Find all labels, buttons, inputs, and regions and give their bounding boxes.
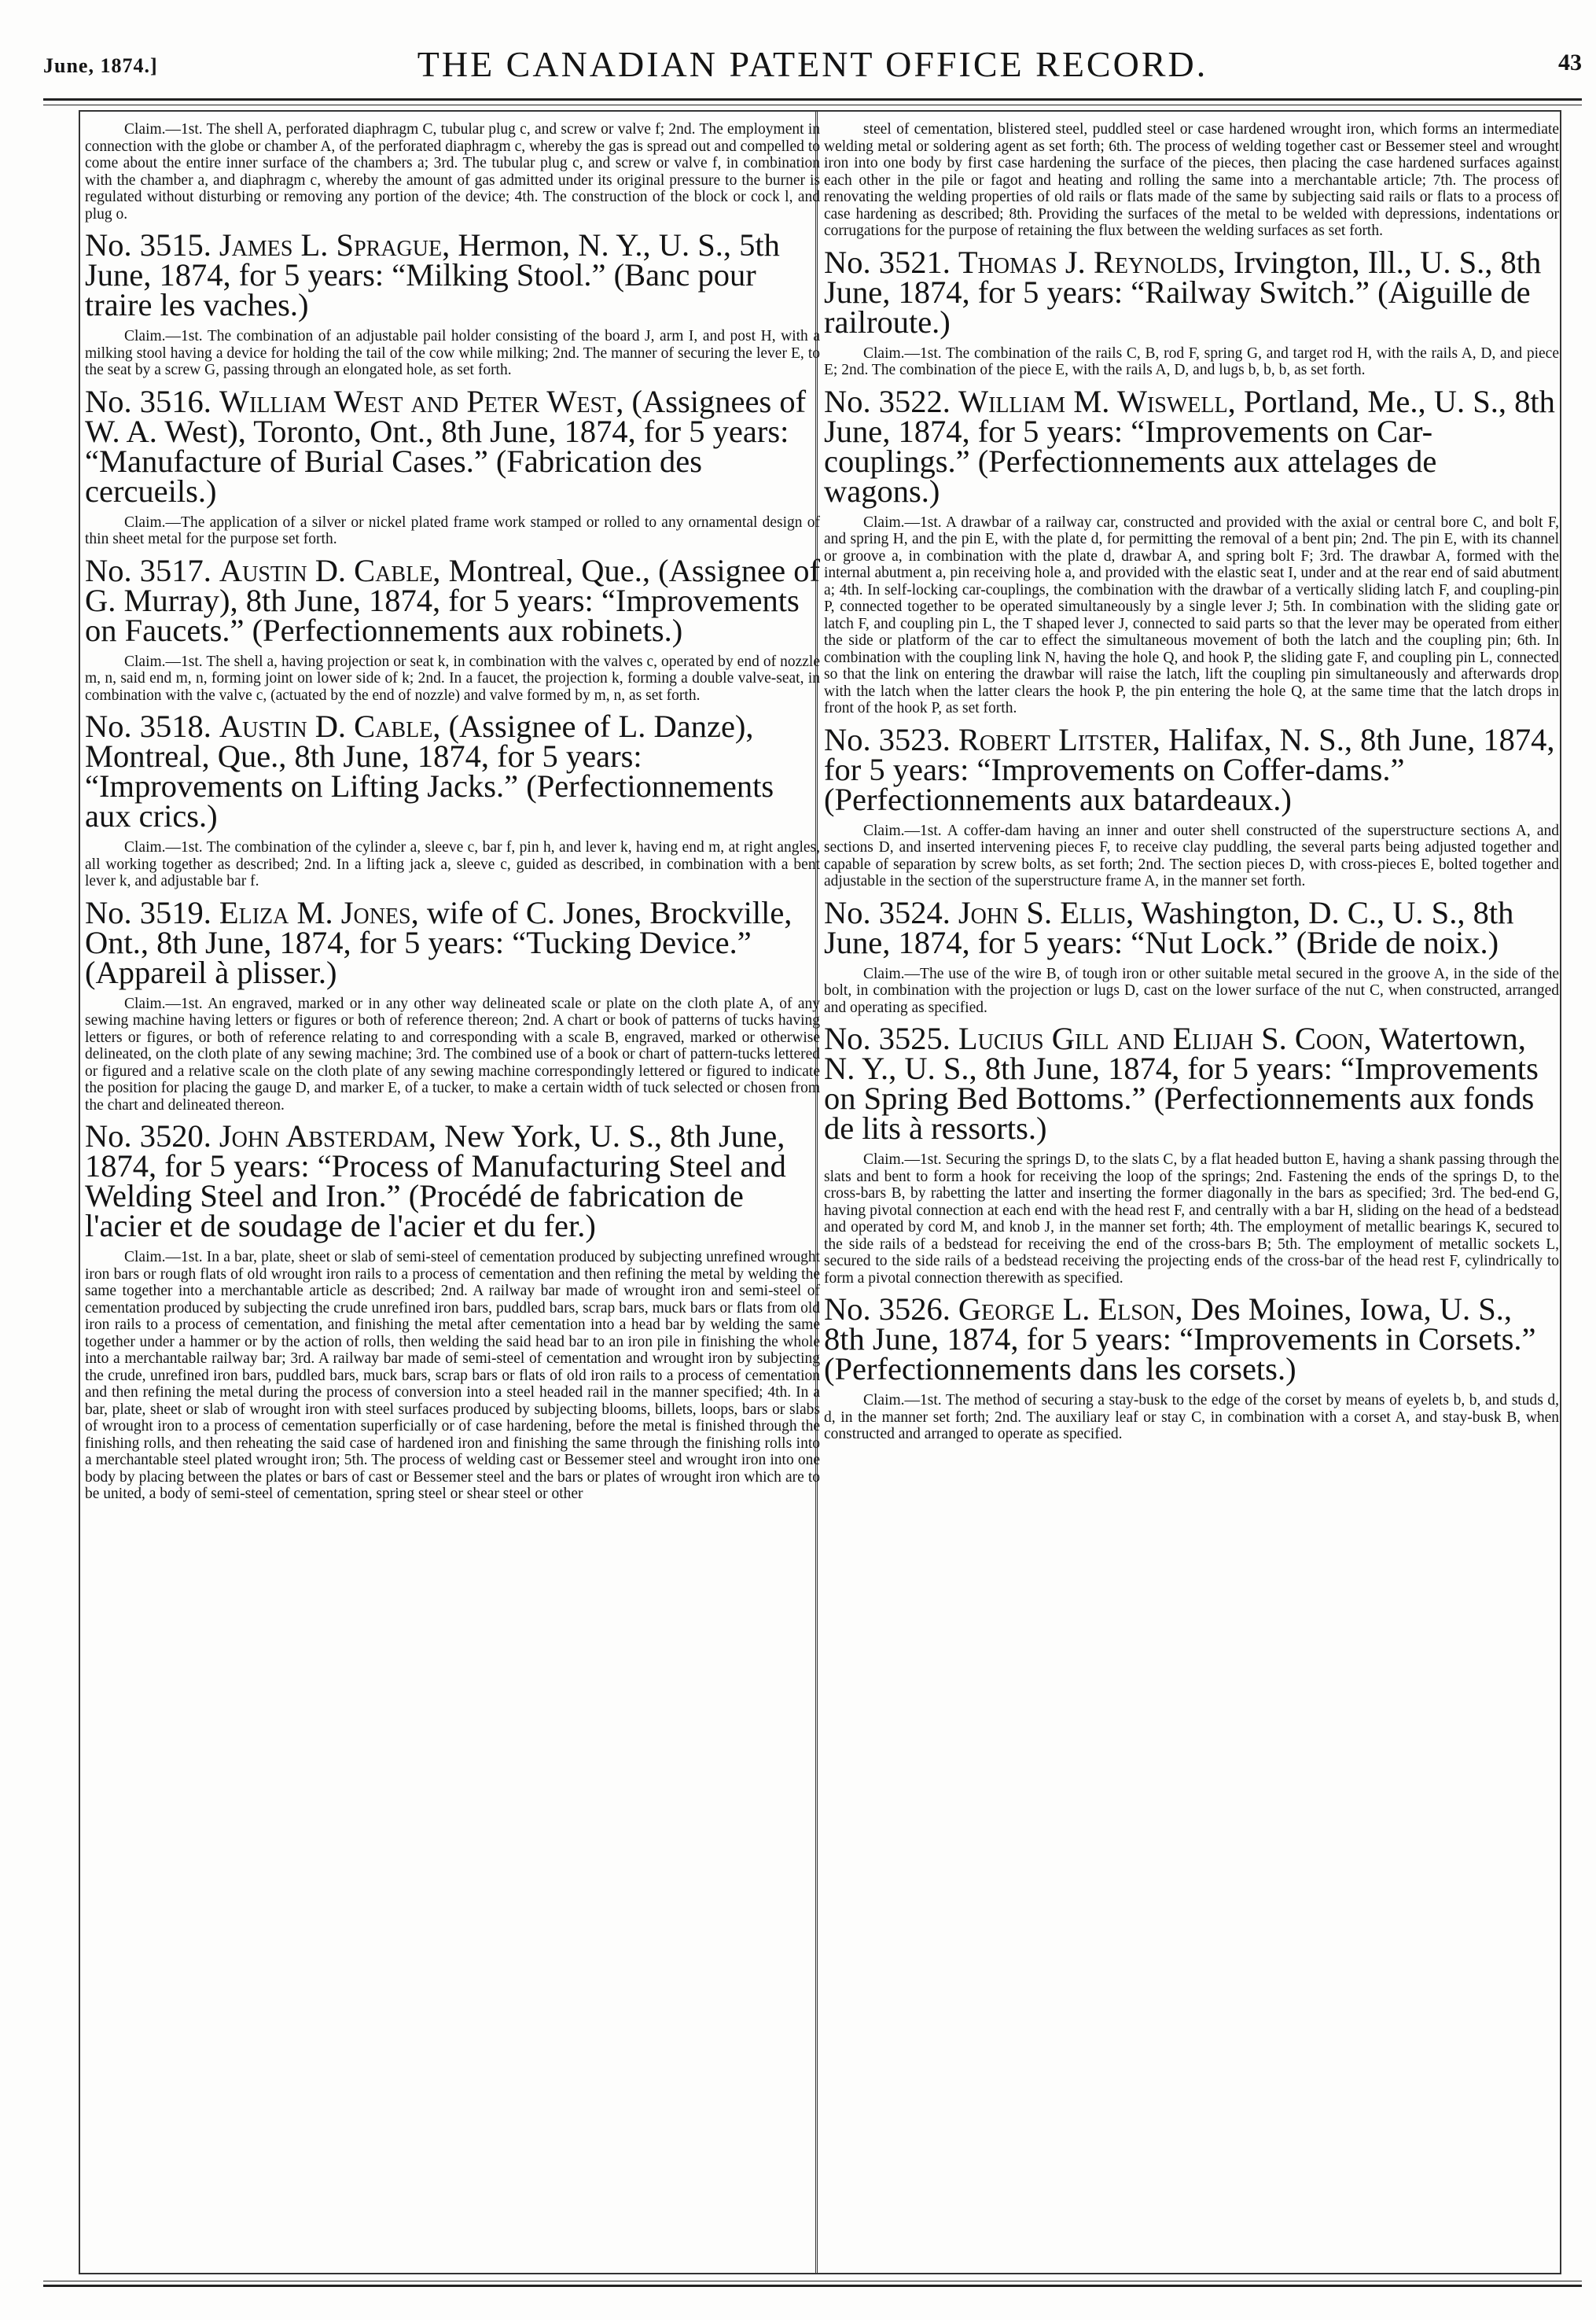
patent-number: No. 3516.	[85, 383, 211, 419]
patent-entry-heading	[85, 709, 820, 834]
patent-entry-heading	[824, 1291, 1559, 1386]
patent-claim: Claim.—1st. The shell a, having projection or seat k, in combination with the valves c, operated by end of nozzle m, n, said end m, n, forming joint on lower side of k; 2nd. In a faucet, the projection k, forming a double valve-seat, in combination with the valve c, (actuated by the end of nozzle) and valve formed by m, n, as set forth.	[85, 653, 820, 704]
patent-claim: Claim.—1st. The combination of the rails C, B, rod F, spring G, and target rod H, with the rails A, D, and piece E; 2nd. The combination of the piece E, with the rails A, D, and lugs b, b, b, as set forth.	[824, 344, 1559, 378]
patent-entry-heading	[824, 383, 1559, 509]
claim-continuation: steel of cementation, blistered steel, puddled steel or case hardened wrought iron, which forms an intermediate welding metal or soldering agent as set forth; 6th. The process of welding together cast or Bessemer steel and wrought iron into one body by first case hardening the surface of the pieces, then placing the case hardened surfaces against each other in the pile or fagot and heating and rolling the same into a merchantable article; 7th. The process of renovating the welding properties of old rails or flats made of the same by subjecting said rails or flats to a process of case hardening as described; 8th. Providing the surfaces of the metal to be welded with depressions, indentations or corrugations for the purpose of retaining the flux between the welding surfaces as set forth.	[824, 121, 1559, 239]
patent-details: Des Moines, Iowa, U. S., 8th June, 1874, for 5 years: “Improvements in Corsets.” (Perfectionnements dans les corsets.)	[824, 1291, 1536, 1386]
patent-number: No. 3515.	[85, 227, 211, 263]
patentee-name: Lucius Gill and Elijah S. Coon,	[958, 1021, 1372, 1056]
patent-details: Watertown, N. Y., U. S., 8th June, 1874, for 5 years: “Improvements on Spring Bed Bottoms.” (Perfectionnements aux fonds de lits à ressorts.)	[824, 1021, 1539, 1146]
patent-claim: Claim.—1st. In a bar, plate, sheet or slab of semi-steel of cementation produced by subjecting unrefined wrought iron bars or rough flats of old wrought iron rails to a process of cementation and then refining the metal by welding the same together into a merchantable article as described; 2nd. A railway bar made of wrought iron and semi-steel of cementation produced by subjecting the crude unrefined iron bars, puddled bars, scrap bars, muck bars or flats from old iron rails to a process of cementation, and finishing the metal after cementation into a head bar by welding the same together under a hammer or by the action of rolls, then welding the said head bar to an iron pile in finishing the whole into a merchantable railway bar; 3rd. A railway bar made of semi-steel of cementation and wrought iron by subjecting the crude, unrefined iron bars, puddled bars, muck bars, scrap bars or flats of old iron rails to a process of cementation and then refining the metal during the process of conversion into a steel headed rail in the manner specified; 4th. In a bar, plate, sheet or slab of wrought iron with steel surfaces produced by subjecting blooms, billets, loops, bars or slabs of wrought iron to a process of cementation superficially or of case hardening, before the metal is finished through the finishing rolls, and then reheating the said case of hardened iron and finishing the same through the finishing rolls into a merchantable steel plated wrought iron; 5th. The process of welding cast or Bessemer steel and wrought iron into one body by placing between the plates or bars of cast or Bessemer steel and the bars or plates of wrought iron which are to be united, a body of semi-steel of cementation, spring steel or shear steel or other	[85, 1249, 820, 1502]
patent-claim: Claim.—The application of a silver or nickel plated frame work stamped or rolled to any ornamental design of thin sheet metal for the purpose set forth.	[85, 514, 820, 547]
left-column	[85, 121, 820, 1508]
patent-entry-heading	[824, 1021, 1559, 1146]
patent-details: wife of C. Jones, Brockville, Ont., 8th June, 1874, for 5 years: “Tucking Device.” (Appareil à plisser.)	[85, 894, 792, 990]
patent-details: (Assignee of L. Danze), Montreal, Que., 8th June, 1874, for 5 years: “Improvements on Lifting Jacks.” (Perfectionnements aux crics.)	[85, 709, 774, 834]
patent-number: No. 3520.	[85, 1118, 211, 1154]
patent-number: No. 3522.	[824, 383, 951, 419]
patent-entry-heading	[85, 227, 820, 322]
patent-entry-heading	[85, 552, 820, 648]
patentee-name: Robert Litster,	[958, 721, 1160, 757]
patent-claim: Claim.—1st. A coffer-dam having an inner and outer shell constructed of the superstructure sections A, and sections D, and inserted intervening pieces F, to receive clay puddling, the several parts being adjusted together and capable of separation by screw bolts, as set forth; 2nd. The section pieces D, with cross-pieces E, bolted together and adjustable in the section of the superstructure frame A, in the manner set forth.	[824, 822, 1559, 889]
patent-details: Irvington, Ill., U. S., 8th June, 1874, for 5 years: “Railway Switch.” (Aiguille de railroute.)	[824, 244, 1542, 340]
patent-details: New York, U. S., 8th June, 1874, for 5 years: “Process of Manufacturing Steel and Welding Steel and Iron.” (Procédé de fabrication de l'acier et de soudage de l'acier et du fer.)	[85, 1118, 786, 1243]
patent-details: Halifax, N. S., 8th June, 1874, for 5 years: “Improvements on Coffer-dams.” (Perfectionnements aux batardeaux.)	[824, 721, 1555, 817]
patent-number: No. 3525.	[824, 1021, 951, 1056]
patent-number: No. 3519.	[85, 894, 211, 930]
patentee-name: John Absterdam,	[219, 1118, 437, 1154]
header-date: June, 1874.]	[43, 54, 158, 77]
patent-number: No. 3518.	[85, 709, 211, 744]
patent-number: No. 3526.	[824, 1291, 951, 1327]
patentee-name: Austin D. Cable,	[219, 552, 441, 588]
patent-details: (Assignees of W. A. West), Toronto, Ont., 8th June, 1874, for 5 years: “Manufacture of Burial Cases.” (Fabrication des cercueils.)	[85, 383, 807, 509]
patent-number: No. 3523.	[824, 721, 951, 757]
patent-entry-heading	[85, 894, 820, 990]
patent-entry-heading	[824, 721, 1559, 817]
patent-entry-heading	[824, 894, 1559, 960]
patent-details: Hermon, N. Y., U. S., 5th June, 1874, for 5 years: “Milking Stool.” (Banc pour traire les vaches.)	[85, 227, 780, 322]
patent-number: No. 3524.	[824, 894, 951, 930]
patent-number: No. 3517.	[85, 552, 211, 588]
patentee-name: William West and Peter West,	[219, 383, 624, 419]
patentee-name: George L. Elson,	[958, 1291, 1183, 1327]
footer-rule	[43, 2281, 1582, 2287]
patent-claim: Claim.—1st. The method of securing a stay-busk to the edge of the corset by means of eyelets b, b, and studs d, d, in the manner set forth; 2nd. The auxiliary leaf or stay C, in combination with a corset A, and stay-busk B, when constructed and arranged to operate as specified.	[824, 1392, 1559, 1442]
patent-claim: Claim.—1st. A drawbar of a railway car, constructed and provided with the axial or central bore C, and bolt F, and spring H, and the pin E, with the plate d, for permitting the removal of a bent pin; 2nd. The pin E, with its channel or groove a, in combination with the plate d, drawbar A, and spring bolt F; 3rd. The drawbar A, formed with the internal abutment a, pin receiving hole a, and provided with the elastic seat I, under and at the rear end of said abutment a; 4th. In self-locking car-couplings, the combination with the drawbar of a vertically sliding latch F, and coupling-pin P, connected together to be operated simultaneously by a single lever J; 5th. In combination with the sliding gate or latch F, and coupling pin L, the T shaped lever J, connected to said parts so that the lever may be operated from either the side or platform of the car to effect the simultaneous movement of both the latch and the coupling pin; 6th. In combination with the coupling link N, having the hole Q, and hook P, the sliding gate F, and coupling pin L, connected so that the link on entering the drawbar will raise the latch, lift the coupling pin simultaneously and afterwards drop with the latch when the latter clears the hook P, the pin entering the hole Q, at the same time that the latch drops in front of the hook P, as set forth.	[824, 514, 1559, 716]
patent-entry-heading	[85, 383, 820, 509]
patentee-name: Eliza M. Jones,	[219, 894, 419, 930]
patentee-name: Austin D. Cable,	[219, 709, 441, 744]
patent-details: Portland, Me., U. S., 8th June, 1874, for 5 years: “Improvements on Car-couplings.” (Perfectionnements aux attelages de wagons.)	[824, 383, 1555, 509]
patentee-name: Thomas J. Reynolds,	[958, 244, 1226, 280]
patentee-name: James L. Sprague,	[219, 227, 450, 263]
right-column	[824, 121, 1559, 1448]
claim-continuation: Claim.—1st. The shell A, perforated diaphragm C, tubular plug c, and screw or valve f; 2nd. The employment in connection with the globe or chamber A, of the perforated diaphragm c, whereby the gas is spread out and compelled to come about the entire inner surface of the chambers a; 3rd. The tubular plug c, and screw or valve f, in combination with the chamber a, and diaphragm c, whereby the amount of gas admitted under its original pressure to the burner is regulated without disturbing or removing any portion of the device; 4th. The construction of the block or cock l, and plug o.	[85, 121, 820, 223]
patent-claim: Claim.—1st. The combination of an adjustable pail holder consisting of the board J, arm I, and post H, with a milking stool having a device for holding the tail of the cow while milking; 2nd. The manner of securing the lever E, to the seat by a screw G, passing through an elongated hole, as set forth.	[85, 328, 820, 378]
page-number: 43	[1558, 50, 1582, 75]
patent-claim: Claim.—1st. An engraved, marked or in any other way delineated scale or plate on the cloth plate A, of any sewing machine having letters or figures or both of reference thereon; 2nd. A chart or book of patterns of tucks having letters or figures, or both of reference relating to and corresponding with a scale B, engraved, marked or otherwise delineated, on the cloth plate of any sewing machine; 3rd. The combined use of a book or chart of pattern-tucks lettered or figured and a relative scale on the cloth plate of any sewing machine correspondingly lettered or figured to indicate the position for placing the gauge D, and marker E, of a tucker, to make a certain width of tuck selected or chosen from the chart and delineated thereon.	[85, 995, 820, 1114]
patent-number: No. 3521.	[824, 244, 951, 280]
patentee-name: John S. Ellis,	[958, 894, 1134, 930]
patent-claim: Claim.—The use of the wire B, of tough iron or other suitable metal secured in the groove A, in the side of the bolt, in combination with the projection or lugs D, cast on the lower surface of the nut C, when constructed, arranged and operating as specified.	[824, 965, 1559, 1016]
patent-entry-heading	[85, 1118, 820, 1243]
patent-details: Washington, D. C., U. S., 8th June, 1874, for 5 years: “Nut Lock.” (Bride de noix.)	[824, 894, 1514, 960]
patent-details: Montreal, Que., (Assignee of G. Murray), 8th June, 1874, for 5 years: “Improvements on Faucets.” (Perfectionnements aux robinets.)	[85, 552, 820, 648]
patent-claim: Claim.—1st. The combination of the cylinder a, sleeve c, bar f, pin h, and lever k, having end m, at right angles, all working together as described; 2nd. In a lifting jack a, sleeve c, guided as described, in combination with a bent lever k, and adjustable bar f.	[85, 839, 820, 889]
patent-claim: Claim.—1st. Securing the springs D, to the slats C, by a flat headed button E, having a shank passing through the slats and bent to form a hook for receiving the loop of the springs; 2nd. Fastening the ends of the springs D, to the cross-bars B, by rabetting the latter and inserting the former diagonally in the bars as specified; 3rd. The bed-end G, having pivotal connection at each end with the head rest F, and centrally with a bar H, sliding on the head of a bedstead and operated by cord M, and knob J, in the manner set forth; 4th. The employment of metallic bearings K, secured to the side rails of a bedstead for receiving the end of the cross-bars B; 5th. The employment of metallic sockets L, secured to the side rails of a bedstead receiving the projecting ends of the cross-bar of the head rest F, cylindrically to form a pivotal connection therewith as specified.	[824, 1151, 1559, 1287]
patent-entry-heading	[824, 244, 1559, 340]
patentee-name: William M. Wiswell,	[958, 383, 1236, 419]
page-title: THE CANADIAN PATENT OFFICE RECORD.	[417, 44, 1208, 84]
header-rule	[43, 98, 1582, 105]
